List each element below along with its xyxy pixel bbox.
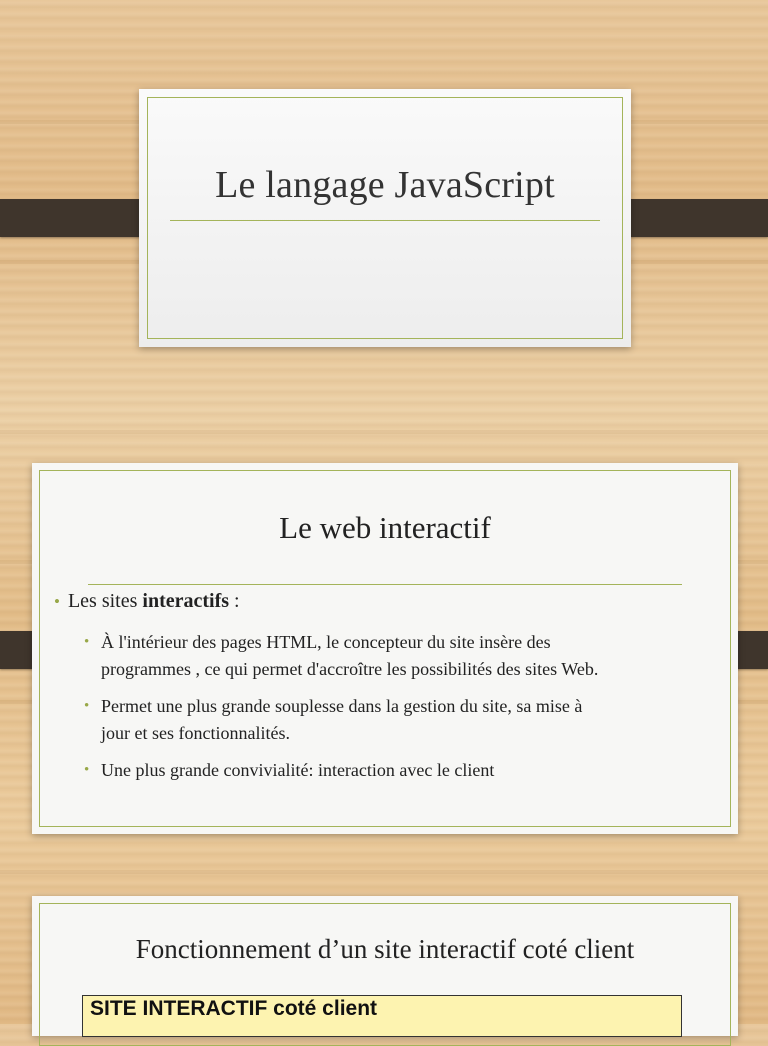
site-interactif-box-label: SITE INTERACTIF coté client [90,997,378,1020]
slide-1-strap-right [613,199,768,237]
bullet-bold-term: interactifs [142,590,230,612]
slide-2-heading: Le web interactif [279,510,491,545]
slide-2-heading-rule [88,584,682,585]
slide-1-title: Le langage JavaScript [215,164,555,206]
slide-3[interactable] [32,896,738,1036]
subbullet-2 [84,693,713,747]
bullet-dot-icon: • [84,698,90,714]
subbullet-2-line-2: jour et ses fonctionnalités. [101,723,290,743]
slide-2[interactable] [32,463,738,834]
bullet-sites-interactifs [54,590,240,613]
bullet-dot-icon: • [84,762,90,778]
bullet-suffix: : [229,590,240,612]
subbullet-1-line-1: À l'intérieur des pages HTML, le concepteur du site insère des [101,632,551,652]
subbullet-3-line-1: Une plus grande convivialité: interaction avec le client [101,760,495,780]
slide-3-heading: Fonctionnement d’un site interactif coté client [135,934,635,964]
slide-1-strap-left [0,199,156,237]
subbullet-3 [84,757,713,784]
bullet-prefix: Les sites [67,590,143,612]
bullet-dot-icon: • [54,592,60,611]
site-interactif-box [82,995,682,1037]
subbullet-1 [84,629,713,683]
slide-1-title-rule [170,220,600,221]
subbullet-2-line-1: Permet une plus grande souplesse dans la gestion du site, sa mise à [101,696,583,716]
subbullet-1-line-2: programmes , ce qui permet d'accroître les possibilités des sites Web. [101,659,599,679]
bullet-dot-icon: • [84,634,90,650]
slide-1-frame [147,97,623,339]
slide-1[interactable] [139,89,631,347]
